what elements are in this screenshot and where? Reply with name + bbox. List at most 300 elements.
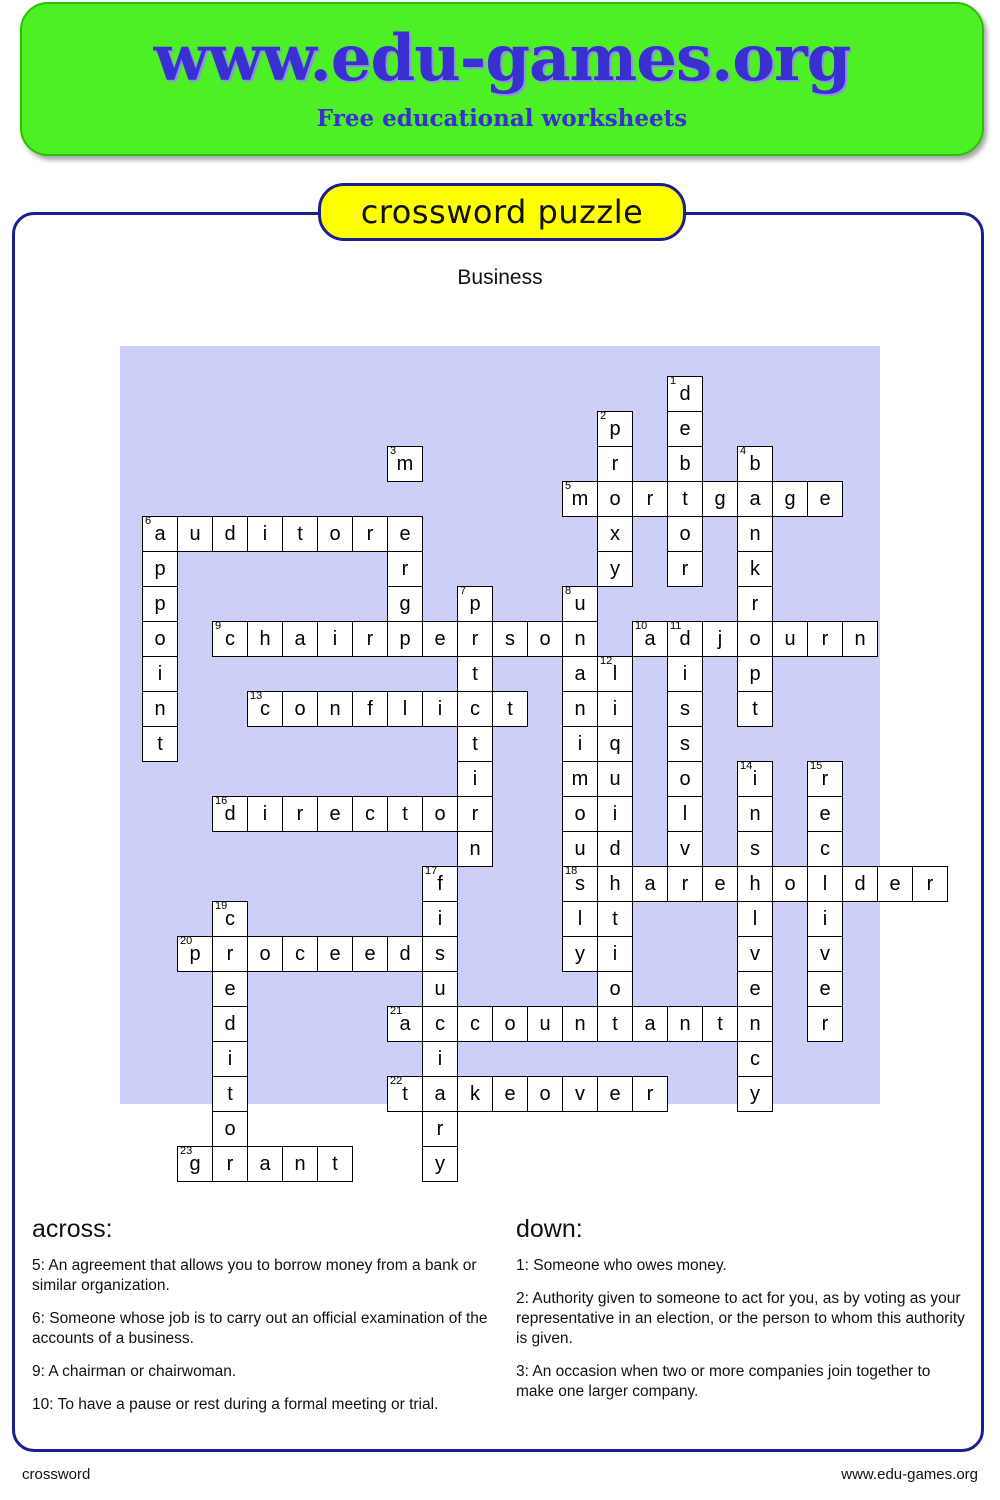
crossword-cell[interactable] <box>212 516 248 552</box>
cell-letter: n <box>469 837 481 860</box>
crossword-cell[interactable] <box>282 691 318 727</box>
crossword-cell[interactable] <box>807 936 843 972</box>
cell-letter: i <box>472 767 478 790</box>
cell-letter: p <box>749 662 761 685</box>
crossword-cell[interactable] <box>142 586 178 622</box>
cell-letter: p <box>154 557 166 580</box>
crossword-cell[interactable] <box>562 691 598 727</box>
crossword-cell[interactable] <box>737 1076 773 1112</box>
crossword-cell[interactable] <box>282 936 318 972</box>
crossword-cell[interactable] <box>282 1146 318 1182</box>
crossword-cell[interactable] <box>667 481 703 517</box>
cell-letter: h <box>259 627 271 650</box>
crossword-cell[interactable] <box>667 516 703 552</box>
cell-letter: r <box>926 872 934 895</box>
crossword-cell[interactable] <box>597 1076 633 1112</box>
crossword-cell[interactable] <box>142 621 178 657</box>
crossword-cell[interactable] <box>387 936 423 972</box>
crossword-cell[interactable] <box>212 901 248 937</box>
crossword-cell[interactable] <box>387 621 423 657</box>
cell-letter: a <box>644 1012 656 1035</box>
cell-letter: u <box>189 522 201 545</box>
crossword-cell[interactable] <box>702 866 738 902</box>
cell-letter: x <box>610 522 620 545</box>
cell-letter: a <box>294 627 306 650</box>
cell-letter: e <box>504 1082 516 1105</box>
crossword-cell[interactable] <box>492 621 528 657</box>
cell-letter: o <box>224 1117 236 1140</box>
crossword-grid <box>120 346 934 1175</box>
cell-letter: t <box>332 1152 338 1175</box>
cell-letter: r <box>821 767 829 790</box>
crossword-cell[interactable] <box>142 551 178 587</box>
cell-letter: l <box>577 907 583 930</box>
crossword-cell[interactable] <box>597 831 633 867</box>
cell-number: 23 <box>180 1145 193 1157</box>
cell-number: 20 <box>180 935 193 947</box>
cell-number: 6 <box>145 515 152 527</box>
crossword-cell[interactable] <box>807 831 843 867</box>
crossword-cell[interactable] <box>737 936 773 972</box>
crossword-cell[interactable] <box>632 481 668 517</box>
crossword-cell[interactable] <box>422 1146 458 1182</box>
cell-letter: e <box>714 872 726 895</box>
cell-letter: g <box>784 487 796 510</box>
cell-letter: t <box>752 697 758 720</box>
crossword-cell[interactable] <box>597 866 633 902</box>
cell-number: 4 <box>740 445 747 457</box>
cell-letter: s <box>680 732 690 755</box>
crossword-cell[interactable] <box>807 971 843 1007</box>
cell-letter: s <box>680 697 690 720</box>
cell-letter: t <box>612 907 618 930</box>
crossword-cell[interactable] <box>737 831 773 867</box>
cell-letter: o <box>539 1082 551 1105</box>
crossword-cell[interactable] <box>597 411 633 447</box>
cell-letter: o <box>784 872 796 895</box>
cell-number: 16 <box>215 795 228 807</box>
cell-letter: t <box>682 487 688 510</box>
crossword-cell[interactable] <box>562 866 598 902</box>
crossword-cell[interactable] <box>317 936 353 972</box>
crossword-cell[interactable] <box>247 936 283 972</box>
crossword-cell[interactable] <box>457 586 493 622</box>
crossword-cell[interactable] <box>422 796 458 832</box>
cell-letter: a <box>434 1082 446 1105</box>
cell-letter: h <box>609 872 621 895</box>
clue-across-5: 5: An agreement that allows you to borrow money from a bank or similar organization. <box>32 1257 477 1294</box>
crossword-cell[interactable] <box>422 936 458 972</box>
crossword-cell[interactable] <box>667 796 703 832</box>
crossword-cell[interactable] <box>247 516 283 552</box>
crossword-cell[interactable] <box>212 1146 248 1182</box>
cell-letter: t <box>507 697 513 720</box>
crossword-cell[interactable] <box>842 866 878 902</box>
crossword-cell[interactable] <box>457 1006 493 1042</box>
crossword-cell[interactable] <box>352 621 388 657</box>
cell-letter: e <box>819 802 831 825</box>
crossword-cell[interactable] <box>912 866 948 902</box>
crossword-cell[interactable] <box>422 866 458 902</box>
crossword-cell[interactable] <box>807 481 843 517</box>
crossword-cell[interactable] <box>457 1076 493 1112</box>
crossword-cell[interactable] <box>247 691 283 727</box>
crossword-cell[interactable] <box>492 1006 528 1042</box>
cell-letter: r <box>471 802 479 825</box>
cell-letter: s <box>575 872 585 895</box>
cell-letter: c <box>260 697 270 720</box>
crossword-cell[interactable] <box>597 516 633 552</box>
crossword-cell[interactable] <box>877 866 913 902</box>
crossword-cell[interactable] <box>737 761 773 797</box>
cell-letter: f <box>437 872 443 895</box>
crossword-cell[interactable] <box>562 936 598 972</box>
crossword-cell[interactable] <box>177 936 213 972</box>
crossword-cell[interactable] <box>492 691 528 727</box>
crossword-cell[interactable] <box>597 1006 633 1042</box>
cell-letter: t <box>472 732 478 755</box>
crossword-cell[interactable] <box>317 796 353 832</box>
cell-letter: r <box>681 872 689 895</box>
crossword-cell[interactable] <box>632 1076 668 1112</box>
crossword-cell[interactable] <box>317 516 353 552</box>
cell-letter: p <box>469 592 481 615</box>
crossword-cell[interactable] <box>457 656 493 692</box>
cell-letter: n <box>574 627 586 650</box>
crossword-cell[interactable] <box>597 726 633 762</box>
crossword-cell[interactable] <box>667 446 703 482</box>
crossword-cell[interactable] <box>212 1111 248 1147</box>
crossword-cell[interactable] <box>562 1006 598 1042</box>
crossword-cell[interactable] <box>562 481 598 517</box>
cell-number: 10 <box>635 620 648 632</box>
crossword-cell[interactable] <box>842 621 878 657</box>
cell-letter: c <box>295 942 305 965</box>
crossword-cell[interactable] <box>142 726 178 762</box>
cell-letter: l <box>752 907 758 930</box>
crossword-cell[interactable] <box>597 551 633 587</box>
crossword-cell[interactable] <box>807 1006 843 1042</box>
crossword-cell[interactable] <box>562 586 598 622</box>
crossword-cell[interactable] <box>702 481 738 517</box>
crossword-cell[interactable] <box>667 1006 703 1042</box>
crossword-cell[interactable] <box>422 621 458 657</box>
crossword-cell[interactable] <box>317 691 353 727</box>
across-heading: across: <box>32 1215 113 1243</box>
clue-down-2: 2: Authority given to someone to act for you, as by voting as your representative in an election, or the person to whom this authority is given. <box>516 1290 965 1347</box>
crossword-cell[interactable] <box>142 516 178 552</box>
crossword-cell[interactable] <box>562 1076 598 1112</box>
site-title: www.edu-games.org <box>153 20 851 96</box>
crossword-cell[interactable] <box>737 446 773 482</box>
crossword-cell[interactable] <box>177 1146 213 1182</box>
cell-letter: r <box>646 487 654 510</box>
cell-letter: t <box>612 1012 618 1035</box>
crossword-cell[interactable] <box>387 586 423 622</box>
crossword-cell[interactable] <box>737 551 773 587</box>
crossword-cell[interactable] <box>212 936 248 972</box>
cell-letter: a <box>154 522 166 545</box>
crossword-cell[interactable] <box>667 691 703 727</box>
cell-letter: n <box>854 627 866 650</box>
crossword-cell[interactable] <box>317 1146 353 1182</box>
cell-letter: e <box>679 417 691 440</box>
cell-number: 12 <box>600 655 613 667</box>
cell-letter: o <box>154 627 166 650</box>
cell-letter: n <box>574 1012 586 1035</box>
crossword-cell[interactable] <box>667 656 703 692</box>
crossword-cell[interactable] <box>282 516 318 552</box>
cell-letter: r <box>751 592 759 615</box>
cell-letter: r <box>366 627 374 650</box>
crossword-cell[interactable] <box>737 1006 773 1042</box>
crossword-cell[interactable] <box>737 796 773 832</box>
crossword-cell[interactable] <box>667 551 703 587</box>
cell-letter: o <box>539 627 551 650</box>
cell-letter: t <box>157 732 163 755</box>
cell-letter: y <box>575 942 585 965</box>
crossword-cell[interactable] <box>562 796 598 832</box>
crossword-cell[interactable] <box>632 866 668 902</box>
crossword-cell[interactable] <box>737 971 773 1007</box>
cell-letter: c <box>225 627 235 650</box>
crossword-cell[interactable] <box>387 1076 423 1112</box>
cell-letter: e <box>399 522 411 545</box>
cell-letter: i <box>682 662 688 685</box>
cell-letter: d <box>679 627 691 650</box>
cell-letter: r <box>226 942 234 965</box>
clue-across-10: 10: To have a pause or rest during a formal meeting or trial. <box>32 1396 439 1413</box>
crossword-cell[interactable] <box>422 1006 458 1042</box>
cell-letter: i <box>612 802 618 825</box>
crossword-cell[interactable] <box>667 761 703 797</box>
crossword-cell[interactable] <box>737 866 773 902</box>
crossword-cell[interactable] <box>212 796 248 832</box>
crossword-cell[interactable] <box>387 446 423 482</box>
cell-letter: i <box>612 942 618 965</box>
crossword-cell[interactable] <box>667 866 703 902</box>
crossword-cell[interactable] <box>667 726 703 762</box>
crossword-cell[interactable] <box>737 691 773 727</box>
crossword-cell[interactable] <box>562 621 598 657</box>
cell-letter: e <box>364 942 376 965</box>
crossword-cell[interactable] <box>212 971 248 1007</box>
crossword-cell[interactable] <box>597 901 633 937</box>
crossword-cell[interactable] <box>597 796 633 832</box>
crossword-cell[interactable] <box>702 621 738 657</box>
cell-letter: a <box>644 627 656 650</box>
crossword-cell[interactable] <box>387 691 423 727</box>
cell-letter: u <box>784 627 796 650</box>
crossword-cell[interactable] <box>562 831 598 867</box>
cell-number: 18 <box>565 865 578 877</box>
cell-letter: c <box>750 1047 760 1070</box>
crossword-cell[interactable] <box>422 1111 458 1147</box>
crossword-cell[interactable] <box>807 866 843 902</box>
cell-number: 21 <box>390 1005 403 1017</box>
cell-letter: r <box>436 1117 444 1140</box>
crossword-cell[interactable] <box>667 621 703 657</box>
cell-letter: t <box>717 1012 723 1035</box>
cell-letter: d <box>224 522 236 545</box>
cell-letter: k <box>470 1082 480 1105</box>
crossword-cell[interactable] <box>142 656 178 692</box>
crossword-cell[interactable] <box>387 551 423 587</box>
cell-letter: c <box>435 1012 445 1035</box>
cell-letter: p <box>154 592 166 615</box>
cell-letter: k <box>750 557 760 580</box>
crossword-cell[interactable] <box>457 621 493 657</box>
clue-down-3: 3: An occasion when two or more companies join together to make one larger company. <box>516 1363 931 1400</box>
cell-letter: s <box>435 942 445 965</box>
crossword-cell[interactable] <box>772 481 808 517</box>
crossword-cell[interactable] <box>457 726 493 762</box>
crossword-cell[interactable] <box>527 1076 563 1112</box>
cell-letter: c <box>470 697 480 720</box>
crossword-cell[interactable] <box>737 516 773 552</box>
crossword-cell[interactable] <box>562 656 598 692</box>
cell-letter: e <box>329 942 341 965</box>
crossword-cell[interactable] <box>457 831 493 867</box>
cell-number: 7 <box>460 585 467 597</box>
cell-letter: r <box>471 627 479 650</box>
cell-letter: i <box>612 697 618 720</box>
crossword-cell[interactable] <box>772 866 808 902</box>
crossword-cell[interactable] <box>492 1076 528 1112</box>
cell-letter: i <box>437 697 443 720</box>
crossword-cell[interactable] <box>562 726 598 762</box>
cell-letter: t <box>472 662 478 685</box>
cell-letter: i <box>752 767 758 790</box>
crossword-cell[interactable] <box>597 481 633 517</box>
cell-letter: g <box>714 487 726 510</box>
cell-letter: n <box>574 697 586 720</box>
cell-letter: g <box>399 592 411 615</box>
footer-right-label: www.edu-games.org <box>841 1466 978 1483</box>
crossword-cell[interactable] <box>807 761 843 797</box>
cell-letter: e <box>609 1082 621 1105</box>
crossword-cell[interactable] <box>282 621 318 657</box>
cell-number: 1 <box>670 375 677 387</box>
crossword-cell[interactable] <box>597 656 633 692</box>
cell-letter: n <box>679 1012 691 1035</box>
cell-letter: o <box>504 1012 516 1035</box>
crossword-cell[interactable] <box>177 516 213 552</box>
crossword-cell[interactable] <box>422 1041 458 1077</box>
crossword-cell[interactable] <box>597 446 633 482</box>
crossword-cell[interactable] <box>667 376 703 412</box>
crossword-cell[interactable] <box>422 1076 458 1112</box>
cell-number: 19 <box>215 900 228 912</box>
crossword-cell[interactable] <box>667 831 703 867</box>
crossword-cell[interactable] <box>632 1006 668 1042</box>
crossword-cell[interactable] <box>632 621 668 657</box>
crossword-cell[interactable] <box>597 936 633 972</box>
crossword-cell[interactable] <box>352 936 388 972</box>
crossword-cell[interactable] <box>352 516 388 552</box>
crossword-cell[interactable] <box>737 586 773 622</box>
crossword-cell[interactable] <box>422 901 458 937</box>
crossword-cell[interactable] <box>807 796 843 832</box>
crossword-cell[interactable] <box>527 621 563 657</box>
cell-number: 8 <box>565 585 572 597</box>
down-column <box>516 1215 966 1415</box>
crossword-cell[interactable] <box>212 1006 248 1042</box>
crossword-cell[interactable] <box>562 901 598 937</box>
crossword-cell[interactable] <box>352 691 388 727</box>
crossword-cell[interactable] <box>142 691 178 727</box>
cell-number: 11 <box>670 620 682 632</box>
across-column <box>32 1215 502 1428</box>
cell-letter: i <box>332 627 338 650</box>
crossword-cell[interactable] <box>387 1006 423 1042</box>
crossword-cell[interactable] <box>422 691 458 727</box>
crossword-cell[interactable] <box>422 971 458 1007</box>
crossword-cell[interactable] <box>457 761 493 797</box>
crossword-cell[interactable] <box>352 796 388 832</box>
crossword-cell[interactable] <box>597 691 633 727</box>
crossword-cell[interactable] <box>247 796 283 832</box>
crossword-cell[interactable] <box>737 656 773 692</box>
cell-letter: r <box>366 522 374 545</box>
crossword-cell[interactable] <box>597 971 633 1007</box>
cell-letter: m <box>571 767 589 790</box>
cell-letter: l <box>402 697 408 720</box>
crossword-cell[interactable] <box>807 621 843 657</box>
crossword-cell[interactable] <box>387 796 423 832</box>
cell-letter: e <box>889 872 901 895</box>
cell-letter: d <box>399 942 411 965</box>
cell-number: 13 <box>250 690 263 702</box>
cell-letter: o <box>679 522 691 545</box>
crossword-cell[interactable] <box>527 1006 563 1042</box>
crossword-cell[interactable] <box>212 621 248 657</box>
site-banner <box>20 2 984 156</box>
crossword-cell[interactable] <box>457 796 493 832</box>
cell-letter: d <box>224 802 236 825</box>
crossword-cell[interactable] <box>317 621 353 657</box>
crossword-cell[interactable] <box>282 796 318 832</box>
crossword-cell[interactable] <box>772 621 808 657</box>
crossword-cell[interactable] <box>247 1146 283 1182</box>
crossword-cell[interactable] <box>702 1006 738 1042</box>
cell-number: 22 <box>390 1075 403 1087</box>
crossword-cell[interactable] <box>387 516 423 552</box>
cell-letter: o <box>574 802 586 825</box>
cell-number: 3 <box>390 445 397 457</box>
crossword-cell[interactable] <box>737 901 773 937</box>
crossword-cell[interactable] <box>212 1041 248 1077</box>
cell-letter: r <box>226 1152 234 1175</box>
crossword-cell[interactable] <box>212 1076 248 1112</box>
cell-letter: f <box>367 697 373 720</box>
down-heading: down: <box>516 1215 583 1243</box>
cell-letter: i <box>437 907 443 930</box>
crossword-cell[interactable] <box>667 411 703 447</box>
crossword-cell[interactable] <box>737 481 773 517</box>
crossword-cell[interactable] <box>457 691 493 727</box>
cell-number: 15 <box>810 760 823 772</box>
crossword-cell[interactable] <box>247 621 283 657</box>
cell-letter: r <box>681 557 689 580</box>
cell-letter: i <box>262 802 268 825</box>
crossword-cell[interactable] <box>562 761 598 797</box>
crossword-cell[interactable] <box>597 761 633 797</box>
crossword-cell[interactable] <box>737 621 773 657</box>
site-tagline: Free educational worksheets <box>316 104 688 132</box>
crossword-cell[interactable] <box>807 901 843 937</box>
crossword-cell[interactable] <box>737 1041 773 1077</box>
